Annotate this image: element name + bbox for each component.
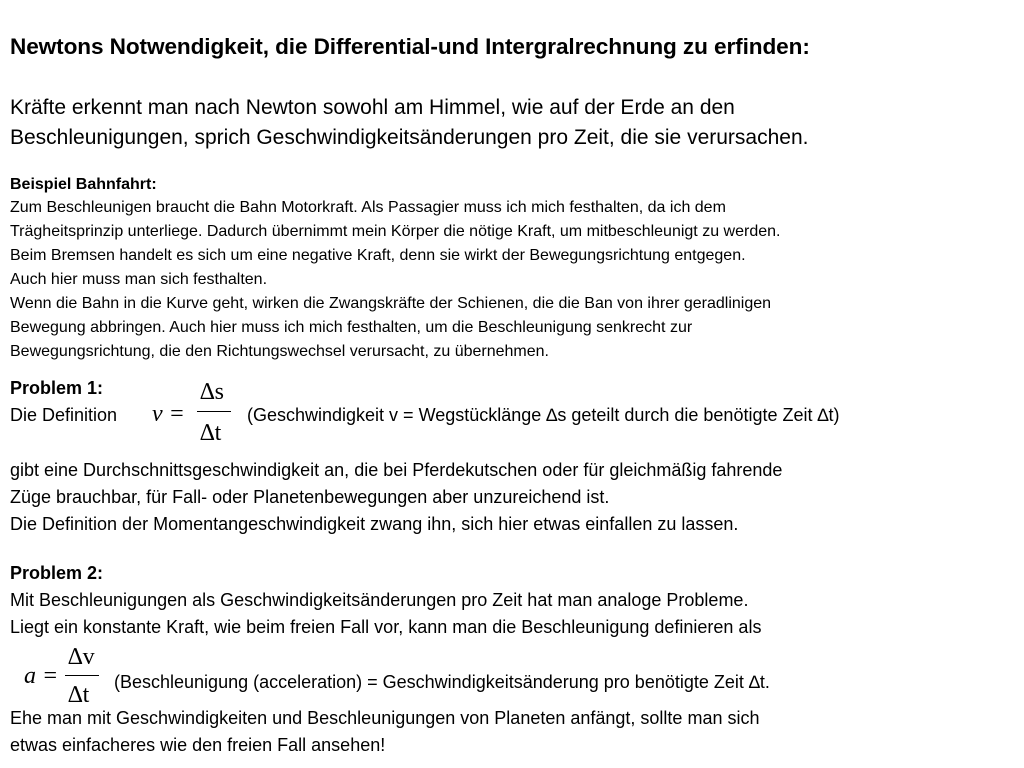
intro-line-1: Kräfte erkennt man nach Newton sowohl am Himmel, wie auf der Erde an den [10,96,735,119]
problem1-explanation: (Geschwindigkeit v = Wegstücklänge ∆s geteilt durch die benötigte Zeit ∆t) [247,405,840,425]
problem1-formula-lhs: v = [152,401,185,427]
example-heading: Beispiel Bahnfahrt: [10,176,157,193]
example-line: Zum Beschleunigen braucht die Bahn Motorkraft. Als Passagier muss ich mich festhalten, da ich dem [10,199,726,216]
problem2-explanation: (Beschleunigung (acceleration) = Geschwindigkeitsänderung pro benötigte Zeit ∆t. [114,672,770,692]
problem1-heading: Problem 1: [10,378,104,398]
problem2-formula-numerator: ∆v [68,644,95,670]
problem1-formula-numerator: ∆s [200,379,225,405]
problem2-fraction-bar [65,675,99,676]
problem2-line: Mit Beschleunigungen als Geschwindigkeitsänderungen pro Zeit hat man analoge Probleme. [10,590,749,610]
example-line: Trägheitsprinzip unterliege. Dadurch übernimmt mein Körper die nötige Kraft, um mitbeschleunigt zu werden. [10,223,781,240]
problem1-line: gibt eine Durchschnittsgeschwindigkeit an, die bei Pferdekutschen oder für gleichmäßig fahrende [10,460,783,480]
problem2-closing-line: etwas einfacheres wie den freien Fall ansehen! [10,735,386,755]
problem1-formula-denominator: ∆t [200,420,222,446]
problem2-formula-lhs: a = [24,663,59,689]
problem1-line: Züge brauchbar, für Fall- oder Planetenbewegungen aber unzureichend ist. [10,487,610,507]
problem1-line: Die Definition der Momentangeschwindigkeit zwang ihn, sich hier etwas einfallen zu lassen. [10,514,739,534]
example-line: Bewegungsrichtung, die den Richtungswechsel verursacht, zu übernehmen. [10,343,549,360]
problem1-definition-prefix: Die Definition [10,405,118,425]
example-line: Beim Bremsen handelt es sich um eine negative Kraft, denn sie wirkt der Bewegungsrichtung entgegen. [10,247,746,264]
problem2-heading: Problem 2: [10,563,104,583]
example-line: Auch hier muss man sich festhalten. [10,271,268,288]
problem2-line: Liegt ein konstante Kraft, wie beim freien Fall vor, kann man die Beschleunigung definieren als [10,617,762,637]
problem2-formula-denominator: ∆t [68,682,90,708]
intro-line-2: Beschleunigungen, sprich Geschwindigkeitsänderungen pro Zeit, die sie verursachen. [10,126,809,149]
page-title: Newtons Notwendigkeit, die Differential-und Intergralrechnung zu erfinden: [10,34,810,59]
example-line: Wenn die Bahn in die Kurve geht, wirken die Zwangskräfte der Schienen, die die Ban von ihrer geradlinigen [10,295,772,312]
problem1-fraction-bar [197,411,231,412]
problem2-closing-line: Ehe man mit Geschwindigkeiten und Beschleunigungen von Planeten anfängt, sollte man sich [10,708,760,728]
example-line: Bewegung abbringen. Auch hier muss ich mich festhalten, um die Beschleunigung senkrecht zur [10,319,693,336]
